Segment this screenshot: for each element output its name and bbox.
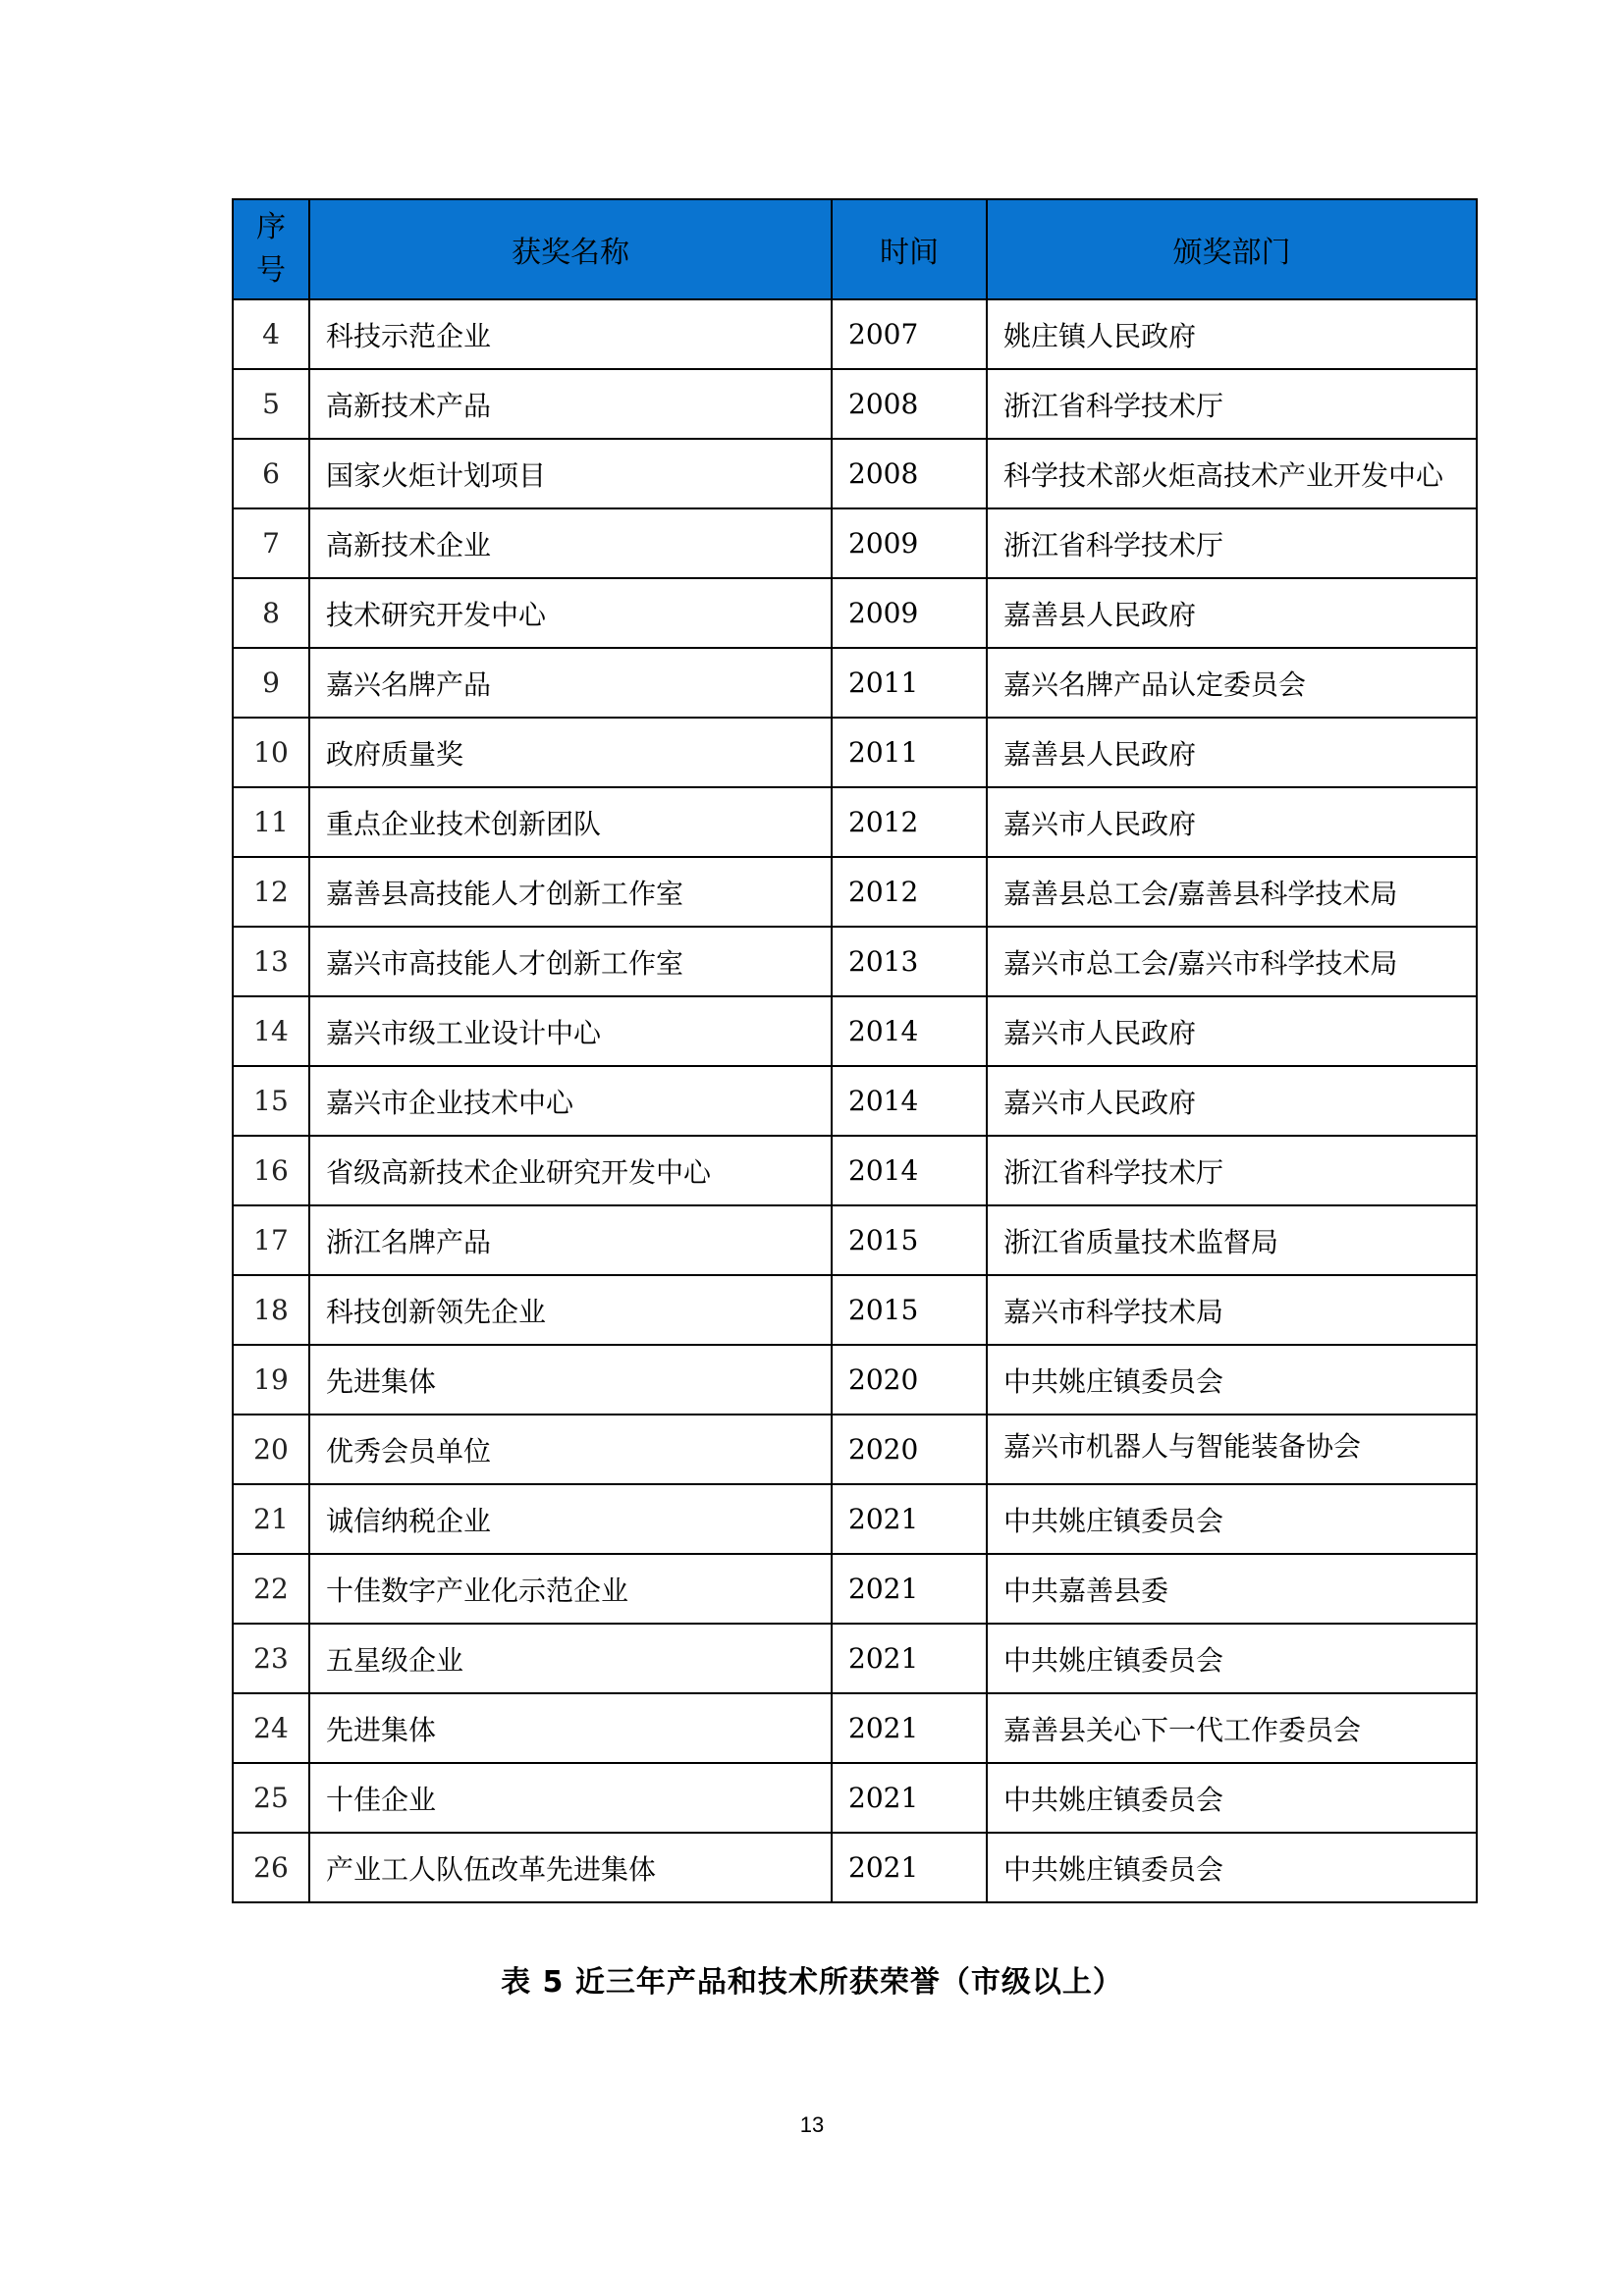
row-index-cell: 10 bbox=[233, 718, 309, 787]
row-year-cell: 2021 bbox=[832, 1693, 987, 1763]
row-award-name-cell: 技术研究开发中心 bbox=[309, 578, 832, 648]
row-year-cell: 2012 bbox=[832, 787, 987, 857]
row-year-cell: 2021 bbox=[832, 1624, 987, 1693]
table-row bbox=[233, 1136, 1477, 1205]
row-index-cell: 19 bbox=[233, 1345, 309, 1415]
table-row bbox=[233, 1484, 1477, 1554]
table-row bbox=[233, 787, 1477, 857]
row-year-cell: 2009 bbox=[832, 508, 987, 578]
row-award-name-cell: 省级高新技术企业研究开发中心 bbox=[309, 1136, 832, 1205]
row-award-name-cell: 先进集体 bbox=[309, 1693, 832, 1763]
row-department-cell: 嘉善县人民政府 bbox=[987, 718, 1477, 787]
row-index-cell: 13 bbox=[233, 927, 309, 996]
row-department-cell: 中共嘉善县委 bbox=[987, 1554, 1477, 1624]
row-award-name-cell: 嘉兴名牌产品 bbox=[309, 648, 832, 718]
page-number: 13 bbox=[799, 2112, 825, 2137]
table-row bbox=[233, 369, 1477, 439]
table-row bbox=[233, 1833, 1477, 1902]
header-index bbox=[233, 199, 309, 299]
row-award-name-cell: 先进集体 bbox=[309, 1345, 832, 1415]
row-award-name-cell: 十佳企业 bbox=[309, 1763, 832, 1833]
row-department-cell: 中共姚庄镇委员会 bbox=[987, 1345, 1477, 1415]
row-award-name-cell: 嘉善县高技能人才创新工作室 bbox=[309, 857, 832, 927]
table-row bbox=[233, 1624, 1477, 1693]
row-department-cell: 嘉善县关心下一代工作委员会 bbox=[987, 1693, 1477, 1763]
row-department-cell: 浙江省科学技术厅 bbox=[987, 508, 1477, 578]
row-index-cell: 24 bbox=[233, 1693, 309, 1763]
table-row bbox=[233, 927, 1477, 996]
row-index-cell: 6 bbox=[233, 439, 309, 508]
table-row bbox=[233, 648, 1477, 718]
row-index-cell: 8 bbox=[233, 578, 309, 648]
row-department-cell: 浙江省科学技术厅 bbox=[987, 369, 1477, 439]
row-department-cell: 科学技术部火炬高技术产业开发中心 bbox=[987, 439, 1477, 508]
row-award-name-cell: 重点企业技术创新团队 bbox=[309, 787, 832, 857]
row-index-cell: 21 bbox=[233, 1484, 309, 1554]
row-award-name-cell: 嘉兴市高技能人才创新工作室 bbox=[309, 927, 832, 996]
table-row bbox=[233, 857, 1477, 927]
row-index-cell: 9 bbox=[233, 648, 309, 718]
row-award-name-cell: 国家火炬计划项目 bbox=[309, 439, 832, 508]
row-award-name-cell: 政府质量奖 bbox=[309, 718, 832, 787]
table-row bbox=[233, 1763, 1477, 1833]
row-award-name-cell: 高新技术产品 bbox=[309, 369, 832, 439]
table-caption: 表 5 近三年产品和技术所获荣誉（市级以上） bbox=[501, 1965, 1123, 2000]
row-department-cell: 姚庄镇人民政府 bbox=[987, 299, 1477, 369]
row-year-cell: 2007 bbox=[832, 299, 987, 369]
row-index-cell: 7 bbox=[233, 508, 309, 578]
row-year-cell: 2020 bbox=[832, 1345, 987, 1415]
row-year-cell: 2014 bbox=[832, 996, 987, 1066]
row-index-cell: 25 bbox=[233, 1763, 309, 1833]
row-award-name-cell: 科技示范企业 bbox=[309, 299, 832, 369]
row-year-cell: 2014 bbox=[832, 1066, 987, 1136]
row-year-cell: 2012 bbox=[832, 857, 987, 927]
row-award-name-cell: 产业工人队伍改革先进集体 bbox=[309, 1833, 832, 1902]
row-department-cell: 嘉兴市人民政府 bbox=[987, 787, 1477, 857]
row-index-cell: 18 bbox=[233, 1275, 309, 1345]
row-award-name-cell: 嘉兴市企业技术中心 bbox=[309, 1066, 832, 1136]
header-department: 颁奖部门 bbox=[987, 199, 1477, 299]
row-department-cell: 嘉兴市人民政府 bbox=[987, 996, 1477, 1066]
header-award-name: 获奖名称 bbox=[309, 199, 832, 299]
row-year-cell: 2020 bbox=[832, 1415, 987, 1484]
row-year-cell: 2011 bbox=[832, 718, 987, 787]
header-year: 时间 bbox=[832, 199, 987, 299]
row-award-name-cell: 嘉兴市级工业设计中心 bbox=[309, 996, 832, 1066]
row-department-cell: 浙江省科学技术厅 bbox=[987, 1136, 1477, 1205]
row-department-cell: 中共姚庄镇委员会 bbox=[987, 1763, 1477, 1833]
row-department-cell: 中共姚庄镇委员会 bbox=[987, 1833, 1477, 1902]
row-index-cell: 12 bbox=[233, 857, 309, 927]
row-department-cell: 嘉兴市人民政府 bbox=[987, 1066, 1477, 1136]
table-row bbox=[233, 1275, 1477, 1345]
row-year-cell: 2008 bbox=[832, 369, 987, 439]
row-award-name-cell: 优秀会员单位 bbox=[309, 1415, 832, 1484]
table-row bbox=[233, 1205, 1477, 1275]
awards-table bbox=[232, 198, 1478, 1903]
table-row bbox=[233, 299, 1477, 369]
row-index-cell: 17 bbox=[233, 1205, 309, 1275]
row-index-cell: 26 bbox=[233, 1833, 309, 1902]
table-row bbox=[233, 718, 1477, 787]
table-row bbox=[233, 1554, 1477, 1624]
table-row bbox=[233, 996, 1477, 1066]
row-year-cell: 2021 bbox=[832, 1554, 987, 1624]
row-year-cell: 2021 bbox=[832, 1484, 987, 1554]
table-row bbox=[233, 578, 1477, 648]
row-department-cell: 嘉兴市总工会/嘉兴市科学技术局 bbox=[987, 927, 1477, 996]
row-department-cell: 中共姚庄镇委员会 bbox=[987, 1484, 1477, 1554]
row-year-cell: 2013 bbox=[832, 927, 987, 996]
row-index-cell: 4 bbox=[233, 299, 309, 369]
row-department-cell: 嘉善县人民政府 bbox=[987, 578, 1477, 648]
row-index-cell: 22 bbox=[233, 1554, 309, 1624]
awards-table-header bbox=[233, 199, 1477, 299]
row-year-cell: 2008 bbox=[832, 439, 987, 508]
row-department-cell: 中共姚庄镇委员会 bbox=[987, 1624, 1477, 1693]
table-row bbox=[233, 439, 1477, 508]
table-row bbox=[233, 508, 1477, 578]
row-department-cell: 嘉兴名牌产品认定委员会 bbox=[987, 648, 1477, 718]
row-year-cell: 2021 bbox=[832, 1833, 987, 1902]
row-award-name-cell: 十佳数字产业化示范企业 bbox=[309, 1554, 832, 1624]
awards-table-body bbox=[233, 299, 1477, 1902]
row-year-cell: 2014 bbox=[832, 1136, 987, 1205]
row-year-cell: 2009 bbox=[832, 578, 987, 648]
row-index-cell: 16 bbox=[233, 1136, 309, 1205]
row-department-cell: 嘉兴市机器人与智能装备协会 bbox=[987, 1415, 1477, 1484]
row-award-name-cell: 高新技术企业 bbox=[309, 508, 832, 578]
row-year-cell: 2015 bbox=[832, 1275, 987, 1345]
row-index-cell: 15 bbox=[233, 1066, 309, 1136]
row-year-cell: 2021 bbox=[832, 1763, 987, 1833]
table-row bbox=[233, 1066, 1477, 1136]
row-award-name-cell: 浙江名牌产品 bbox=[309, 1205, 832, 1275]
row-department-cell: 嘉兴市科学技术局 bbox=[987, 1275, 1477, 1345]
row-index-cell: 11 bbox=[233, 787, 309, 857]
row-index-cell: 5 bbox=[233, 369, 309, 439]
table-row bbox=[233, 1415, 1477, 1484]
row-award-name-cell: 科技创新领先企业 bbox=[309, 1275, 832, 1345]
table-row bbox=[233, 1693, 1477, 1763]
row-department-cell: 浙江省质量技术监督局 bbox=[987, 1205, 1477, 1275]
row-index-cell: 14 bbox=[233, 996, 309, 1066]
row-index-cell: 23 bbox=[233, 1624, 309, 1693]
row-year-cell: 2015 bbox=[832, 1205, 987, 1275]
table-row bbox=[233, 1345, 1477, 1415]
row-award-name-cell: 五星级企业 bbox=[309, 1624, 832, 1693]
header-row bbox=[233, 199, 1477, 299]
row-index-cell: 20 bbox=[233, 1415, 309, 1484]
row-award-name-cell: 诚信纳税企业 bbox=[309, 1484, 832, 1554]
header-index-label: 序号 bbox=[256, 210, 286, 288]
row-department-cell: 嘉善县总工会/嘉善县科学技术局 bbox=[987, 857, 1477, 927]
row-year-cell: 2011 bbox=[832, 648, 987, 718]
